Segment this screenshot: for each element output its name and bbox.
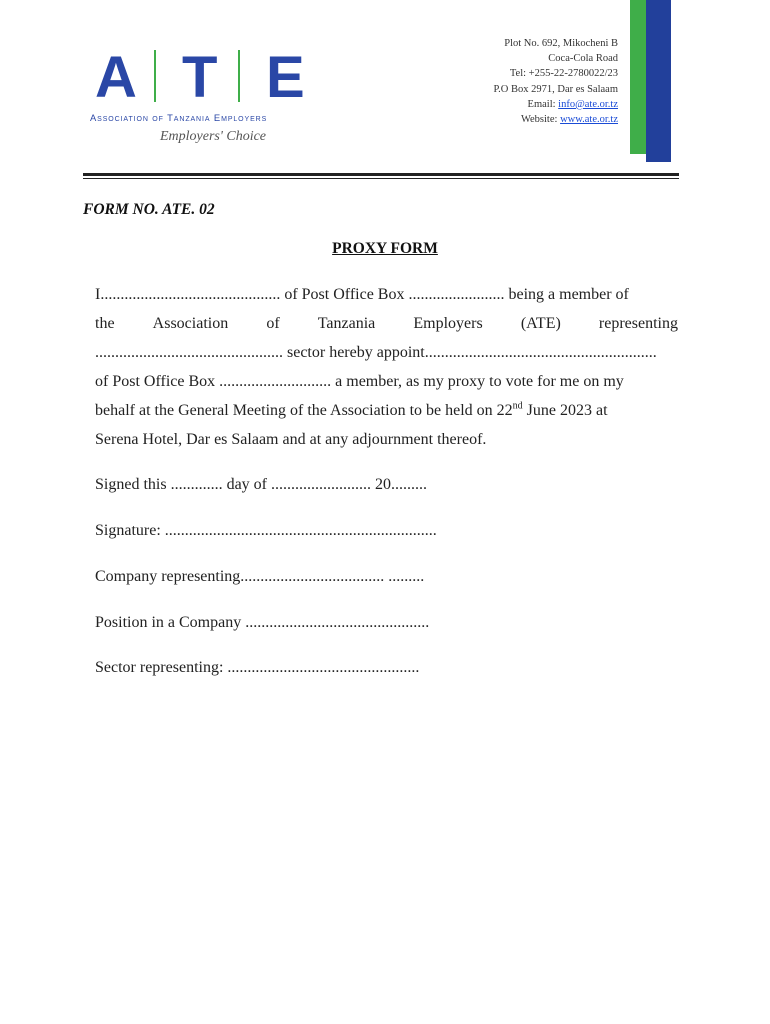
address-line: Tel: +255-22-2780022/23 bbox=[509, 68, 618, 80]
word: of bbox=[266, 315, 280, 332]
ordinal-suffix: nd bbox=[512, 400, 523, 412]
address-line: P.O Box 2971, Dar es Salaam bbox=[493, 83, 618, 95]
address-line: Plot No. 692, Mikocheni B bbox=[504, 38, 618, 49]
address-line: Coca-Cola Road bbox=[548, 53, 618, 65]
word: Tanzania bbox=[317, 315, 376, 332]
line5-text: behalf at the General Meeting of the Association to be held on 22 bbox=[95, 402, 513, 419]
form-title: PROXY FORM bbox=[332, 240, 438, 257]
word: representing bbox=[598, 315, 678, 332]
green-stripe bbox=[630, 0, 646, 154]
word: (ATE) bbox=[520, 315, 561, 332]
paragraph-line-4: of Post Office Box ............................ a member, as my proxy to vote for me on my bbox=[95, 373, 624, 390]
website-label: Website: bbox=[520, 114, 561, 126]
logo-letter-a: A bbox=[95, 45, 137, 110]
logo-letter-e: E bbox=[266, 45, 305, 110]
paragraph-line-2 bbox=[95, 315, 678, 333]
email-line bbox=[388, 97, 618, 112]
position-field: Position in a Company .............................................. bbox=[95, 614, 430, 631]
logo-tagline: Employers' Choice bbox=[160, 129, 267, 144]
ate-logo bbox=[90, 45, 330, 150]
logo-association-name bbox=[90, 112, 322, 123]
logo-divider bbox=[154, 50, 156, 102]
form-number: FORM NO. ATE. 02 bbox=[83, 201, 215, 218]
logo-divider bbox=[238, 50, 240, 102]
paragraph-line-3: ............................................... sector hereby appoint.......................................................... bbox=[95, 344, 657, 361]
email-label: Email: bbox=[527, 98, 559, 110]
website-link[interactable]: www.ate.or.tz bbox=[560, 114, 618, 126]
header-rule bbox=[83, 173, 679, 176]
company-field: Company representing.................................... ......... bbox=[95, 568, 425, 585]
logo-letter-t: T bbox=[182, 45, 218, 110]
logo-letters bbox=[90, 45, 320, 110]
word: Association bbox=[152, 315, 229, 332]
word: the bbox=[95, 315, 115, 332]
email-link[interactable]: info@ate.or.tz bbox=[558, 98, 618, 110]
line5-text-end: June 2023 at bbox=[522, 402, 608, 419]
paragraph-line-5 bbox=[95, 402, 678, 420]
association-text: Association of Tanzania Employers bbox=[90, 112, 268, 123]
signature-field: Signature: .................................................................... bbox=[95, 522, 437, 539]
address-block bbox=[388, 36, 618, 127]
header-rule-thin bbox=[83, 178, 679, 179]
website-line bbox=[388, 112, 618, 127]
signed-date-field: Signed this ............. day of ......................... 20......... bbox=[95, 476, 427, 493]
paragraph-line-6: Serena Hotel, Dar es Salaam and at any adjournment thereof. bbox=[95, 431, 487, 448]
sector-field: Sector representing: ................................................ bbox=[95, 659, 420, 676]
blue-stripe bbox=[646, 0, 671, 162]
word: Employers bbox=[413, 315, 483, 332]
paragraph-line-1: I............................................. of Post Office Box ........................ being a member of bbox=[95, 286, 629, 303]
